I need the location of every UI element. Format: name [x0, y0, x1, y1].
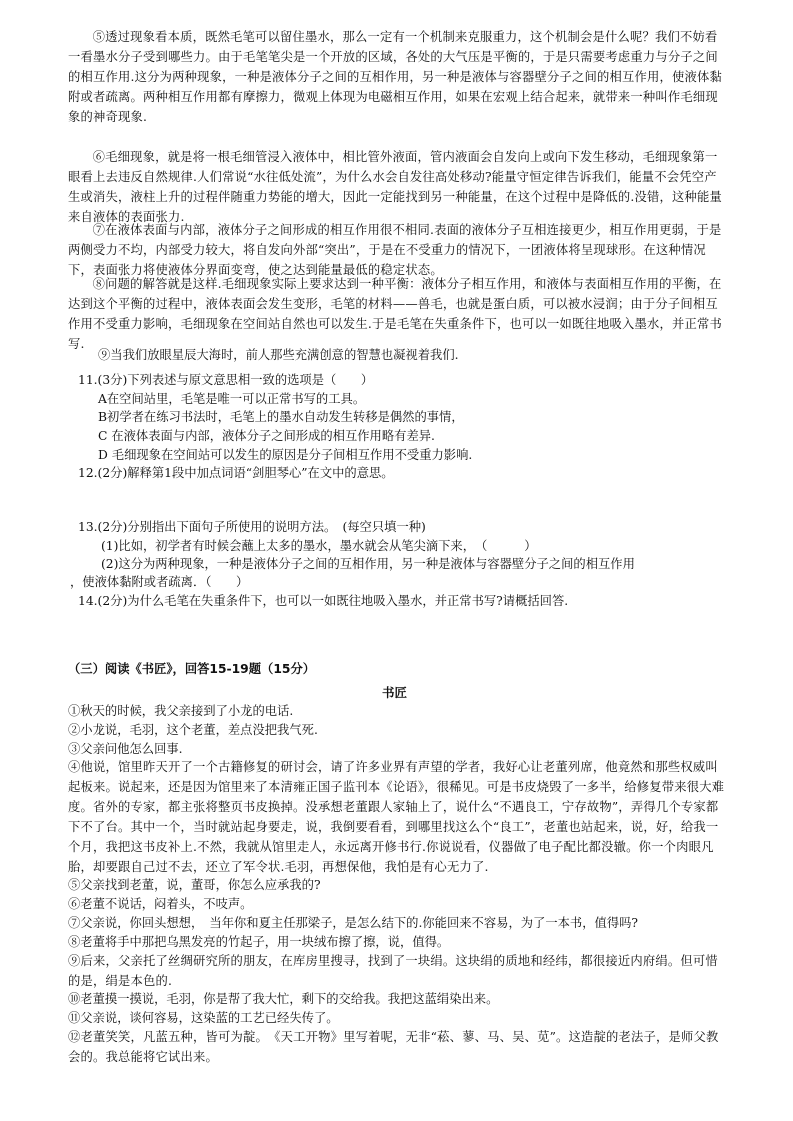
question-13-item-1: (1)比如，初学者有时候会蘸上太多的墨水，墨水就会从笔尖滴下来， （ ） [101, 539, 537, 553]
question-11-option-c: C 在液体表面与内部，液体分子之间形成的相互作用略有差异. [98, 429, 435, 443]
paragraph-9: ⑨当我们放眼星辰大海时，前人那些充满创意的智慧也凝视着我们. [98, 348, 459, 362]
story-paragraph-2: ②小龙说，毛羽，这个老董，差点没把我气死. [68, 723, 318, 737]
story-paragraph-12: ⑫老董笑笑，凡蓝五种，皆可为靛。 《天工开物》里写着呢，无非“菘、蓼、马、吴、苋”。这造靛的老法子，是师父教会的。我总能将它试出来。 [68, 1030, 719, 1064]
question-13: 13.(2分)分别指出下面句子所使用的说明方法。 (每空只填一种) [78, 520, 426, 534]
story-paragraph-4: ④他说，馆里昨天开了一个古籍修复的研讨会，请了许多业界有声望的学者，我好心让老董列席，他竟然和那些权威叫起板来。说起来，还是因为馆里来了本清雍正国子监刊本《论语》，很稀见。可是书皮烧毁了一多半，给修复带来很大难度。省外的专家，都主张将整页书皮换掉。没承想老董跟人家轴上了，说什么“不遇良工，宁存故物”，弄得几个专家都下不了台。其中一个，当时就站起身要走，说，我倒要看看，到哪里找这么个“良工”，老董也站起来，说，好，给我一个月，我把这书皮补上.不然，我就从馆里走人，永远离开修书行.你说说看，仪器做了电子配比都没辙。你一个肉眼凡胎，却要跟自己过不去，还立了军令状.毛羽，再想保他，我怕是有心无力了. [68, 760, 725, 874]
section-3-heading: （三）阅读《书匠》，回答15-19题（15分） [68, 662, 316, 676]
story-paragraph-6: ⑥老董不说话，闷着头，不吱声。 [68, 897, 253, 911]
story-paragraph-5: ⑤父亲找到老董，说，董哥，你怎么应承我的? [68, 878, 321, 892]
paragraph-8: ⑧问题的解答就是这样.毛细现象实际上要求达到一种平衡：液体分子相互作用，和液体与表面相互作用的平衡，在达到这个平衡的过程中，液体表面会发生变形，毛笔的材料——兽毛，也就是蛋白质，可以被水浸润；由于分子间相互作用不受重力影响，毛细现象在空间站自然也可以发生.于是毛笔在失重条件下，也可以一如既往地吸入墨水，并正常书写. [68, 277, 722, 351]
paragraph-6: ⑥毛细现象，就是将一根毛细管浸入液体中，相比管外液面，管内液面会自发向上或向下发生移动，毛细现象第一眼看上去违反自然规律.人们常说“水往低处流”，为什么水会自发往高处移动?能量守恒定律告诉我们，能量不会凭空产生或消失，液柱上升的过程伴随重力势能的增大，因此一定能找到另一种能量，在这个过程中是降低的.没错，这种能量来自液体的表面张力. [68, 150, 722, 224]
paragraph-5: ⑤透过现象看本质，既然毛笔可以留住墨水，那么一定有一个机制来克服重力，这个机制会是什么呢？我们不妨看一看墨水分子受到哪些力。由于毛笔笔尖是一个开放的区域，各处的大气压是平衡的，于是只需要考虑重力与分子之间的相互作用.这分为两种现象，一种是液体分子之间的互相作用，另一种是液体与容器壁分子之间的相互作用，使液体黏附或者疏离。两种相互作用都有摩擦力，微观上体现为电磁相互作用，如果在宏观上结合起来，就带来一种叫作毛细现象的神奇现象. [68, 30, 722, 124]
question-11: 11.(3分)下列表述与原文意思相一致的选项是（ ） [78, 373, 374, 387]
question-13-item-2-cont: ，使液体黏附或者疏离．（ ） [70, 575, 249, 589]
question-12: 12.(2分)解释第1段中加点词语“剑胆琴心”在文中的意思。 [78, 466, 394, 480]
question-14: 14.(2分)为什么毛笔在失重条件下，也可以一如既往地吸入墨水，并正常书写?请概括回答. [78, 594, 569, 608]
question-11-option-a: A在空间站里，毛笔是唯一可以正常书写的工具。 [98, 392, 366, 406]
question-13-item-2: (2)这分为两种现象，一种是液体分子之间的互相作用，另一种是液体与容器壁分子之间的相互作用 [101, 557, 635, 571]
story-paragraph-3: ③父亲问他怎么回事. [68, 742, 183, 756]
question-11-option-d: D 毛细现象在空间站可以发生的原因是分子间相互作用不受重力影响. [98, 448, 473, 462]
question-11-option-b: B初学者在练习书法时，毛笔上的墨水自动发生转移是偶然的事情， [98, 410, 464, 424]
story-paragraph-11: ⑪父亲说，谈何容易，这染蓝的工艺已经失传了。 [68, 1011, 339, 1025]
story-paragraph-9: ⑨后来，父亲托了丝绸研究所的朋友，在库房里搜寻，找到了一块绢。这块绢的质地和经纬，都很接近内府绢。但可惜的是，绢是本色的. [68, 954, 718, 988]
story-paragraph-1: ①秋天的时候，我父亲接到了小龙的电话. [68, 704, 294, 718]
story-paragraph-7: ⑦父亲说，你回头想想， 当年你和夏主任那梁子，是怎么结下的.你能回来不容易，为了一本书，值得吗? [68, 916, 639, 930]
story-paragraph-10: ⑩老董摸一摸说，毛羽，你是帮了我大忙，剩下的交给我。我把这蓝绢染出来。 [68, 992, 499, 1006]
story-title: 书匠 [382, 685, 408, 700]
paragraph-7: ⑦在液体表面与内部，液体分子之间形成的相互作用很不相同.表面的液体分子互相连接更少，相互作用更弱，于是两侧受力不均，内部受力较大，将自发向外部“突出”，于是在不受重力的情况下，一团液体将呈现球形。在这种情况下，表面张力将使液体分界面变弯，使之达到能量最低的稳定状态。 [68, 223, 722, 277]
story-paragraph-8: ⑧老董将手中那把乌黑发亮的竹起子，用一块绒布擦了擦，说，值得。 [68, 935, 450, 949]
